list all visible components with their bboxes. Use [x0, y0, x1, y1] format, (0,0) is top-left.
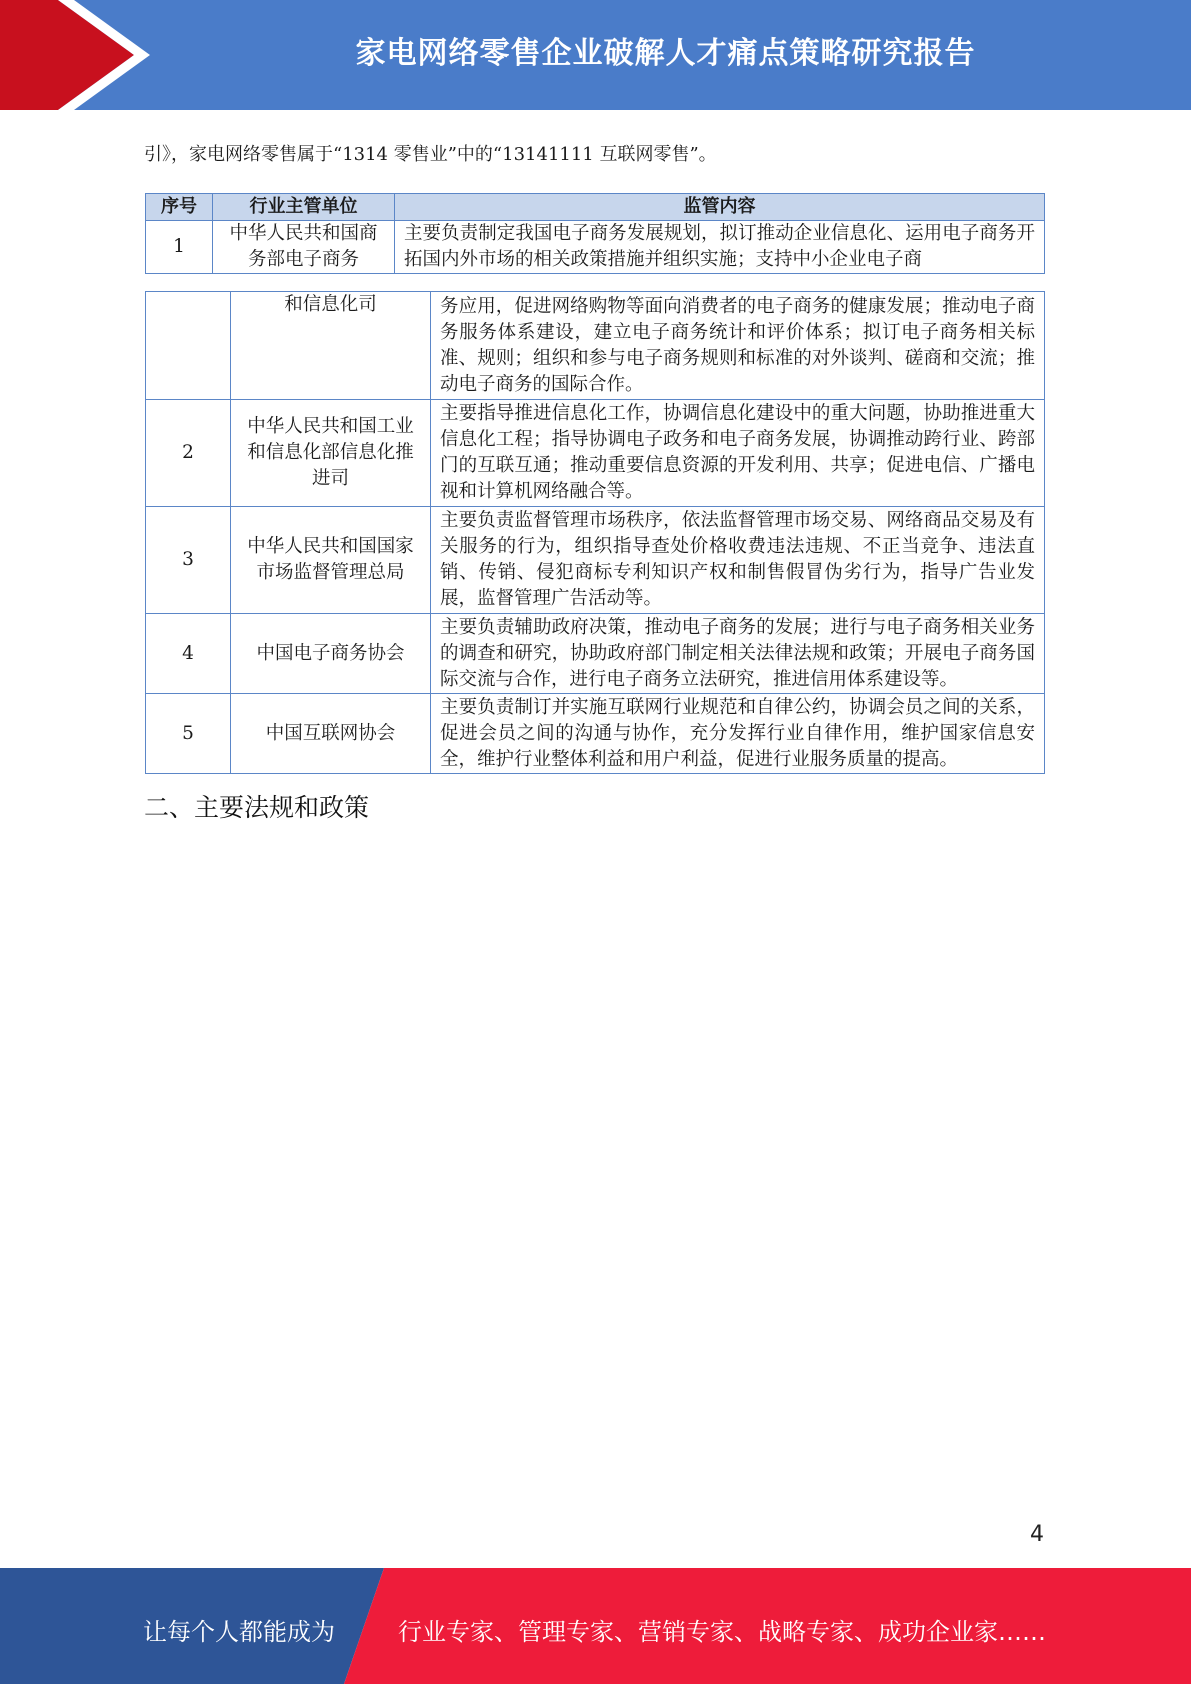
regulator-table-part-2 — [145, 291, 1045, 774]
row-org: 中华人民共和国国家市场监督管理总局 — [231, 507, 431, 614]
row-org: 中华人民共和国工业和信息化部信息化推进司 — [231, 400, 431, 507]
page-footer — [0, 1568, 1191, 1684]
row-content: 主要负责辅助政府决策，推动电子商务的发展；进行与电子商务相关业务的调查和研究，协助政府部门制定相关法律法规和政策；开展电子商务国际交流与合作，进行电子商务立法研究，推进信用体系建设等。 — [431, 614, 1045, 694]
table-row — [146, 221, 1045, 274]
table-row — [146, 400, 1045, 507]
table-row — [146, 292, 1045, 400]
column-header-content: 监管内容 — [395, 194, 1045, 221]
regulator-table-part-1 — [145, 193, 1045, 274]
row-content: 主要负责监督管理市场秩序，依法监督管理市场交易、网络商品交易及有关服务的行为，组织指导查处价格收费违法违规、不正当竞争、违法直销、传销、侵犯商标专利知识产权和制售假冒伪劣行为，指导广告业发展，监督管理广告活动等。 — [431, 507, 1045, 614]
row-number: 5 — [146, 694, 231, 774]
section-heading: 二、主要法规和政策 — [144, 793, 370, 822]
row-org: 中国电子商务协会 — [231, 614, 431, 694]
row-number — [146, 292, 231, 400]
row-content: 务应用，促进网络购物等面向消费者的电子商务的健康发展；推动电子商务服务体系建设，建立电子商务统计和评价体系；拟订电子商务相关标准、规则；组织和参与电子商务规则和标准的对外谈判、磋商和交流；推动电子商务的国际合作。 — [431, 292, 1045, 400]
page-header — [0, 0, 1191, 110]
footer-slogan-right: 行业专家、管理专家、营销专家、战略专家、成功企业家…… — [398, 1618, 1046, 1646]
row-org: 中华人民共和国商务部电子商务 — [213, 221, 395, 274]
row-number: 2 — [146, 400, 231, 507]
column-header-no: 序号 — [146, 194, 213, 221]
row-content: 主要指导推进信息化工作，协调信息化建设中的重大问题，协助推进重大信息化工程；指导协调电子政务和电子商务发展，协调推动跨行业、跨部门的互联互通；推动重要信息资源的开发利用、共享；促进电信、广播电视和计算机网络融合等。 — [431, 400, 1045, 507]
row-number: 4 — [146, 614, 231, 694]
page-number: 4 — [1030, 1522, 1044, 1547]
table-row — [146, 507, 1045, 614]
row-content: 主要负责制定我国电子商务发展规划，拟订推动企业信息化、运用电子商务开拓国内外市场的相关政策措施并组织实施；支持中小企业电子商 — [395, 221, 1045, 274]
table-row — [146, 694, 1045, 774]
column-header-org: 行业主管单位 — [213, 194, 395, 221]
header-arrow-decoration — [0, 0, 160, 110]
intro-paragraph: 引》，家电网络零售属于“1314 零售业”中的“13141111 互联网零售”。 — [144, 144, 717, 165]
table-header-row — [146, 194, 1045, 221]
row-number: 3 — [146, 507, 231, 614]
report-title: 家电网络零售企业破解人才痛点策略研究报告 — [355, 36, 976, 71]
row-content: 主要负责制订并实施互联网行业规范和自律公约，协调会员之间的关系，促进会员之间的沟通与协作，充分发挥行业自律作用，维护国家信息安全，维护行业整体利益和用户利益，促进行业服务质量的提高。 — [431, 694, 1045, 774]
table-row — [146, 614, 1045, 694]
footer-slogan-left: 让每个人都能成为 — [143, 1618, 335, 1646]
row-org: 和信息化司 — [231, 292, 431, 400]
row-number: 1 — [146, 221, 213, 274]
row-org: 中国互联网协会 — [231, 694, 431, 774]
